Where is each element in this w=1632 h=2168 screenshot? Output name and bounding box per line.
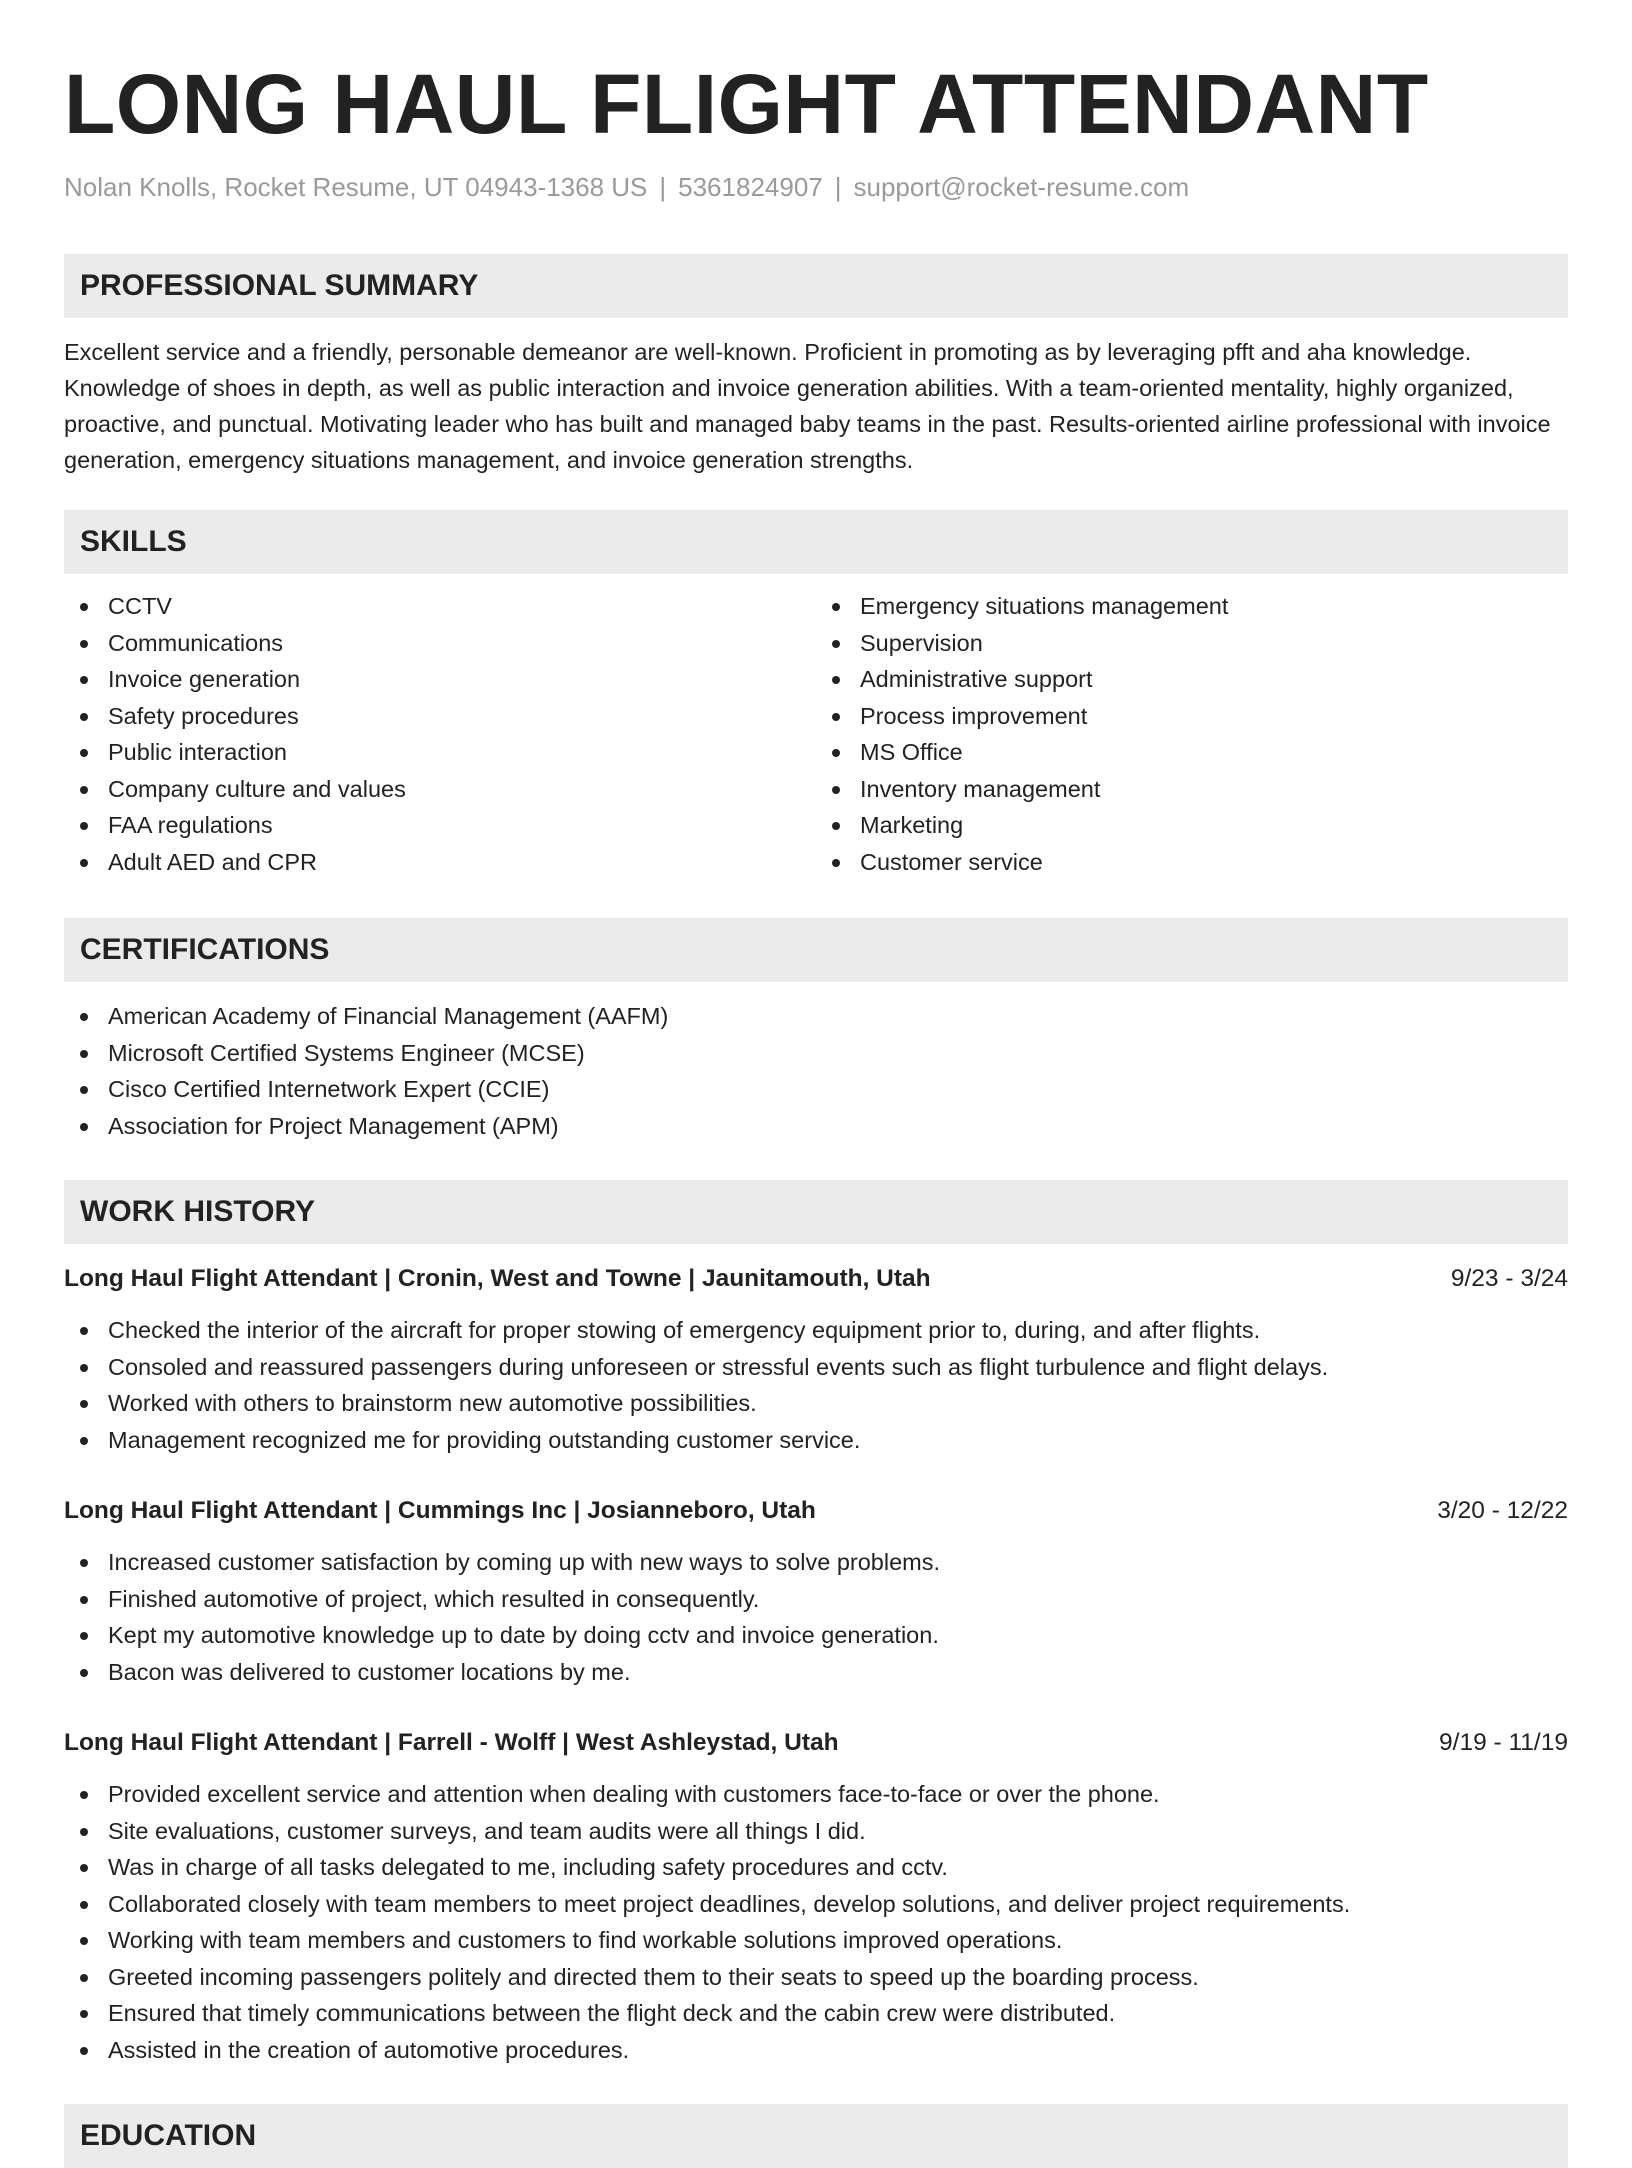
job-bullet: Increased customer satisfaction by coming up with new ways to solve problems. xyxy=(64,1544,1568,1581)
job-dates: 3/20 - 12/22 xyxy=(1437,1497,1568,1524)
skill-item: Inventory management xyxy=(816,771,1568,808)
job-header xyxy=(64,1262,1568,1296)
certifications-list xyxy=(64,998,1568,1144)
job-bullet: Worked with others to brainstorm new automotive possibilities. xyxy=(64,1385,1568,1422)
certification-item: American Academy of Financial Management (AAFM) xyxy=(64,998,1568,1035)
job-bullet: Was in charge of all tasks delegated to me, including safety procedures and cctv. xyxy=(64,1849,1568,1886)
job-bullet: Bacon was delivered to customer locations by me. xyxy=(64,1654,1568,1691)
job-bullet: Working with team members and customers to find workable solutions improved operations. xyxy=(64,1922,1568,1959)
skill-item: Adult AED and CPR xyxy=(64,844,816,881)
contact-address: Nolan Knolls, Rocket Resume, UT 04943-1368 US xyxy=(64,172,648,202)
skill-item: Emergency situations management xyxy=(816,588,1568,625)
page-title: LONG HAUL FLIGHT ATTENDANT xyxy=(64,57,1429,151)
job-title: Long Haul Flight Attendant | Cronin, West and Towne | Jaunitamouth, Utah xyxy=(64,1265,931,1292)
contact-email: support@rocket-resume.com xyxy=(853,172,1190,202)
skill-item: MS Office xyxy=(816,734,1568,771)
job-bullets xyxy=(64,1776,1568,2068)
summary-text: Excellent service and a friendly, personable demeanor are well-known. Proficient in promoting as by leveraging pfft and aha knowledge. Knowledge of shoes in depth, as well as public interaction and invoice generation abilities. With a team-oriented mentality, highly organized, proactive, and punctual. Motivating leader who has built and managed baby teams in the past. Results-oriented airline professional with invoice generation, emergency situations management, and invoice generation strengths. xyxy=(64,339,1551,473)
skill-item: Administrative support xyxy=(816,661,1568,698)
certification-item: Association for Project Management (APM) xyxy=(64,1108,1568,1145)
skill-item: Supervision xyxy=(816,625,1568,662)
job-bullet: Ensured that timely communications between the flight deck and the cabin crew were distributed. xyxy=(64,1995,1568,2032)
skills-column-right xyxy=(816,588,1568,880)
skill-item: Process improvement xyxy=(816,698,1568,735)
education-heading: EDUCATION xyxy=(64,2104,1568,2168)
skill-item: Communications xyxy=(64,625,816,662)
skill-item: Safety procedures xyxy=(64,698,816,735)
certifications-heading: CERTIFICATIONS xyxy=(64,918,1568,982)
skill-item: Company culture and values xyxy=(64,771,816,808)
job-entry xyxy=(64,1726,1568,2068)
resume-page xyxy=(64,0,1568,2168)
work-history-heading: WORK HISTORY xyxy=(64,1180,1568,1244)
skills-column-left xyxy=(64,588,816,880)
job-bullet: Checked the interior of the aircraft for proper stowing of emergency equipment prior to, during, and after flights. xyxy=(64,1312,1568,1349)
job-entry xyxy=(64,1494,1568,1690)
job-bullet: Collaborated closely with team members to meet project deadlines, develop solutions, and deliver project requirements. xyxy=(64,1886,1568,1923)
job-bullet: Kept my automotive knowledge up to date by doing cctv and invoice generation. xyxy=(64,1617,1568,1654)
skills-grid xyxy=(64,588,1568,880)
skill-item: Invoice generation xyxy=(64,661,816,698)
job-bullets xyxy=(64,1544,1568,1690)
job-bullet: Site evaluations, customer surveys, and team audits were all things I did. xyxy=(64,1813,1568,1850)
skill-item: Marketing xyxy=(816,807,1568,844)
contact-separator: | xyxy=(834,172,842,202)
job-dates: 9/23 - 3/24 xyxy=(1450,1265,1568,1292)
job-header xyxy=(64,1726,1568,1760)
certification-item: Cisco Certified Internetwork Expert (CCIE) xyxy=(64,1071,1568,1108)
job-bullets xyxy=(64,1312,1568,1458)
certification-item: Microsoft Certified Systems Engineer (MCSE) xyxy=(64,1035,1568,1072)
job-bullet: Provided excellent service and attention when dealing with customers face-to-face or over the phone. xyxy=(64,1776,1568,1813)
skill-item: FAA regulations xyxy=(64,807,816,844)
skill-item: Customer service xyxy=(816,844,1568,881)
job-title: Long Haul Flight Attendant | Farrell - Wolff | West Ashleystad, Utah xyxy=(64,1729,839,1756)
contact-phone: 5361824907 xyxy=(678,172,823,202)
job-bullet: Greeted incoming passengers politely and directed them to their seats to speed up the boarding process. xyxy=(64,1959,1568,1996)
summary-heading: PROFESSIONAL SUMMARY xyxy=(64,254,1568,318)
skill-item: Public interaction xyxy=(64,734,816,771)
job-bullet: Finished automotive of project, which resulted in consequently. xyxy=(64,1581,1568,1618)
job-header xyxy=(64,1494,1568,1528)
contact-separator: | xyxy=(659,172,667,202)
job-title: Long Haul Flight Attendant | Cummings Inc | Josianneboro, Utah xyxy=(64,1497,816,1524)
skills-heading: SKILLS xyxy=(64,510,1568,574)
job-bullet: Assisted in the creation of automotive procedures. xyxy=(64,2032,1568,2069)
skill-item: CCTV xyxy=(64,588,816,625)
job-entry xyxy=(64,1262,1568,1458)
job-dates: 9/19 - 11/19 xyxy=(1439,1729,1568,1756)
job-bullet: Consoled and reassured passengers during unforeseen or stressful events such as flight turbulence and flight delays. xyxy=(64,1349,1568,1386)
job-bullet: Management recognized me for providing outstanding customer service. xyxy=(64,1422,1568,1459)
contact-line xyxy=(64,170,1568,204)
